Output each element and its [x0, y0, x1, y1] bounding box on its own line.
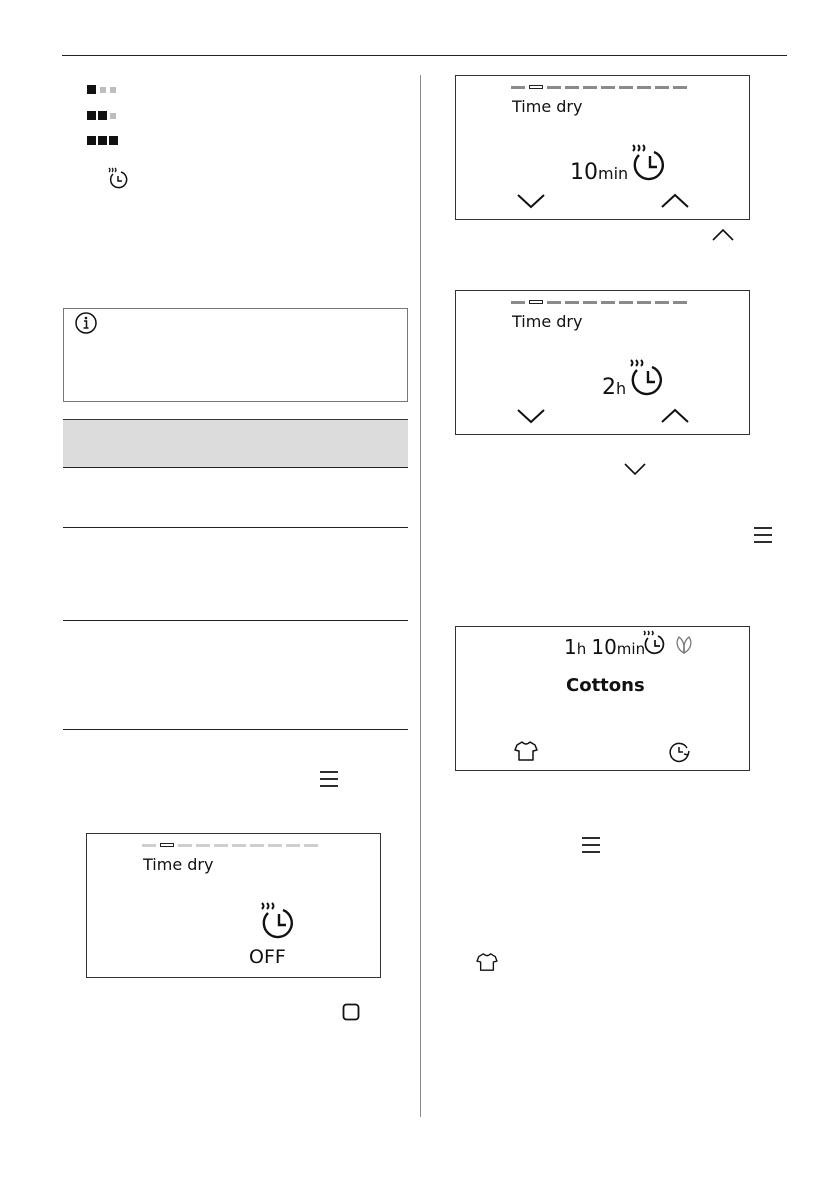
display-time-dry-off — [86, 833, 381, 978]
table-row-divider — [63, 620, 408, 621]
chevron-up-icon — [711, 228, 735, 242]
time-dry-icon — [104, 166, 130, 192]
info-note-box — [63, 308, 408, 402]
time-unit: min — [598, 164, 629, 183]
program-title: Time dry — [143, 855, 214, 874]
remaining-time — [564, 635, 645, 659]
time-dry-icon — [626, 142, 670, 186]
time-number: 2 — [602, 375, 616, 400]
column-divider — [420, 75, 421, 1117]
shirt-icon — [476, 952, 498, 972]
time-value — [570, 160, 628, 185]
display-cottons — [455, 626, 750, 771]
menu-icon — [753, 526, 773, 544]
eco-leaf-icon — [673, 635, 695, 655]
table-row-divider — [63, 467, 408, 468]
chevron-down-icon — [623, 462, 647, 476]
program-name: Cottons — [566, 675, 645, 696]
delay-start-icon[interactable] — [667, 740, 691, 764]
program-title: Time dry — [512, 97, 583, 116]
stop-button-icon — [342, 1003, 360, 1021]
hours-unit: h — [576, 640, 587, 658]
minutes-unit: min — [616, 640, 646, 658]
minutes-number: 10 — [591, 635, 617, 659]
table-row-divider — [63, 527, 408, 528]
time-dry-state: OFF — [249, 946, 286, 968]
time-dry-icon — [624, 357, 668, 401]
chevron-up-icon[interactable] — [660, 407, 690, 425]
chevron-down-icon[interactable] — [516, 407, 546, 425]
shirt-icon[interactable] — [514, 740, 538, 762]
time-dry-icon — [639, 629, 667, 657]
chevron-up-icon[interactable] — [660, 192, 690, 210]
table-row-divider — [63, 729, 408, 730]
time-unit: h — [616, 379, 627, 398]
info-icon — [74, 311, 98, 335]
display-time-dry-10min — [455, 75, 750, 220]
time-value — [602, 375, 626, 400]
table-header — [63, 419, 408, 468]
time-number: 10 — [570, 160, 598, 185]
hours-number: 1 — [564, 635, 577, 659]
chevron-down-icon[interactable] — [516, 192, 546, 210]
display-time-dry-2h — [455, 290, 750, 435]
program-title: Time dry — [512, 312, 583, 331]
menu-icon — [581, 836, 601, 854]
page-top-rule — [62, 55, 787, 56]
time-dry-icon — [255, 900, 299, 944]
menu-icon — [319, 770, 339, 788]
